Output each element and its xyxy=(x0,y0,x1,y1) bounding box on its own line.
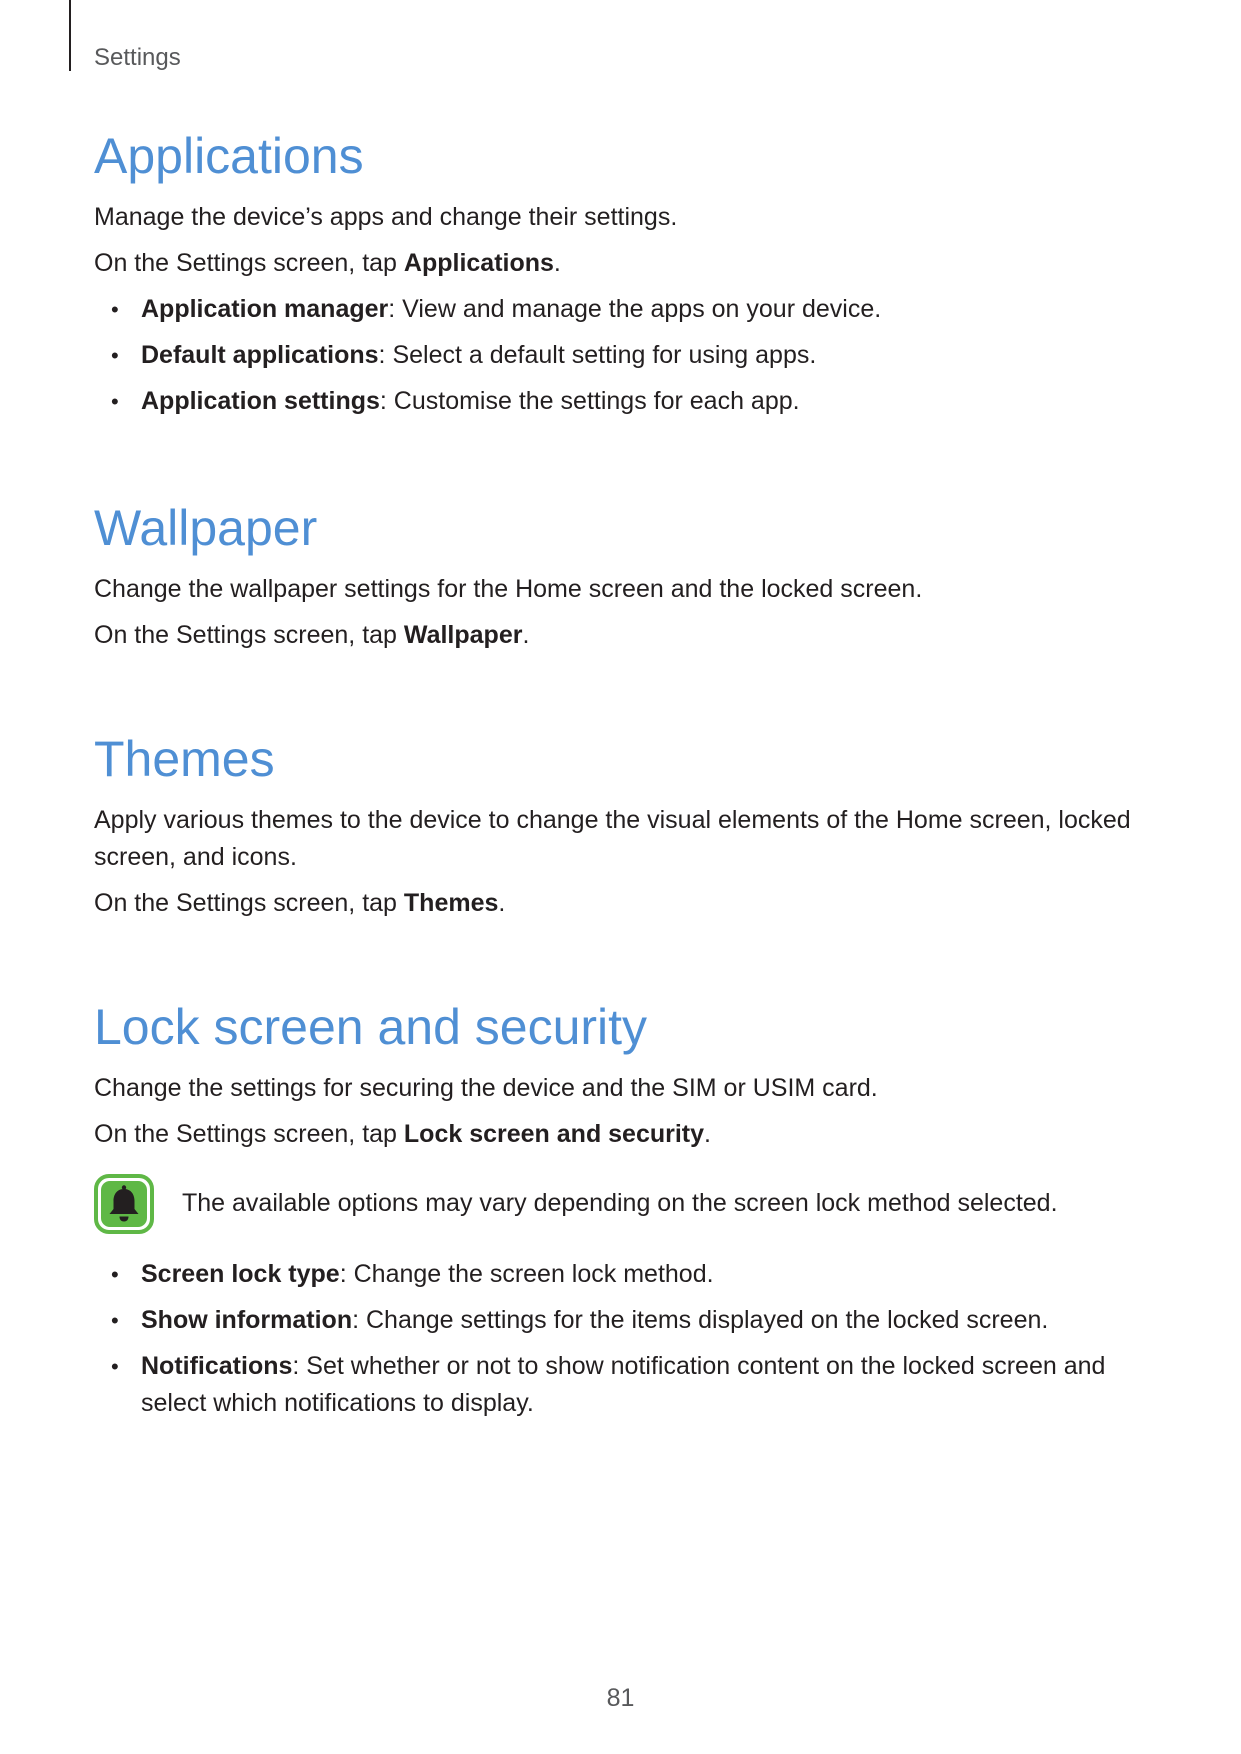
tap-instruction xyxy=(94,885,1154,922)
option-term: Notifications xyxy=(141,1352,293,1380)
bullet-dot: • xyxy=(111,1308,119,1333)
section-applications xyxy=(94,126,1154,429)
tap-suffix: . xyxy=(498,889,506,917)
tap-prefix: On the Settings screen, tap xyxy=(94,249,404,277)
option-term: Application settings xyxy=(141,387,380,415)
section-themes xyxy=(94,729,1154,922)
list-item xyxy=(94,383,1154,420)
option-term: Show information xyxy=(141,1306,353,1334)
list-item xyxy=(94,337,1154,374)
section-intro: Change the settings for securing the device and the SIM or USIM card. xyxy=(94,1074,878,1102)
list-item xyxy=(94,1256,1154,1293)
tap-prefix: On the Settings screen, tap xyxy=(94,889,404,917)
bullet-dot: • xyxy=(111,297,119,322)
section-intro: Manage the device’s apps and change their settings. xyxy=(94,203,678,231)
bullet-dot: • xyxy=(111,389,119,414)
list-item xyxy=(94,1302,1154,1339)
section-title: Wallpaper xyxy=(94,500,318,556)
section-title: Themes xyxy=(94,731,275,787)
option-term: Application manager xyxy=(141,295,389,323)
bullet-dot: • xyxy=(111,1262,119,1287)
section-wallpaper xyxy=(94,498,1154,654)
option-list xyxy=(94,291,1154,420)
option-term: Default applications xyxy=(141,341,379,369)
section-lock-screen xyxy=(94,997,1154,1431)
list-item xyxy=(94,291,1154,328)
tap-suffix: . xyxy=(553,249,561,277)
option-description: : Select a default setting for using apps. xyxy=(378,341,817,369)
header-rule xyxy=(69,0,71,71)
option-description: : Set whether or not to show notification content on the locked screen and select which notifications to display. xyxy=(141,1352,1106,1417)
tap-target: Applications xyxy=(403,249,554,277)
tap-prefix: On the Settings screen, tap xyxy=(94,1120,404,1148)
note-text: The available options may vary depending on the screen lock method selected. xyxy=(182,1189,1058,1217)
bullet-dot: • xyxy=(111,343,119,368)
option-description: : Change settings for the items displayed on the locked screen. xyxy=(352,1306,1049,1334)
note-callout xyxy=(94,1174,1154,1238)
running-header: Settings xyxy=(94,44,181,71)
tap-suffix: . xyxy=(522,621,530,649)
section-title: Lock screen and security xyxy=(94,999,648,1055)
bell-notice-icon xyxy=(94,1174,154,1234)
section-title: Applications xyxy=(94,128,364,184)
tap-target: Themes xyxy=(403,889,499,917)
option-description: : Customise the settings for each app. xyxy=(379,387,800,415)
tap-prefix: On the Settings screen, tap xyxy=(94,621,404,649)
page-number: 81 xyxy=(606,1684,635,1712)
option-description: : Change the screen lock method. xyxy=(339,1260,714,1288)
tap-instruction xyxy=(94,1116,1154,1153)
tap-instruction xyxy=(94,617,1154,654)
section-intro: Apply various themes to the device to change the visual elements of the Home screen, locked screen, and icons. xyxy=(94,806,1131,871)
option-term: Screen lock type xyxy=(141,1260,340,1288)
tap-target: Wallpaper xyxy=(403,621,523,649)
option-list xyxy=(94,1256,1154,1422)
list-item xyxy=(94,1348,1154,1422)
tap-suffix: . xyxy=(704,1120,711,1148)
tap-instruction xyxy=(94,245,1154,282)
option-description: : View and manage the apps on your device. xyxy=(388,295,882,323)
tap-target: Lock screen and security xyxy=(403,1120,705,1148)
bullet-dot: • xyxy=(111,1354,119,1379)
section-intro: Change the wallpaper settings for the Home screen and the locked screen. xyxy=(94,575,923,603)
